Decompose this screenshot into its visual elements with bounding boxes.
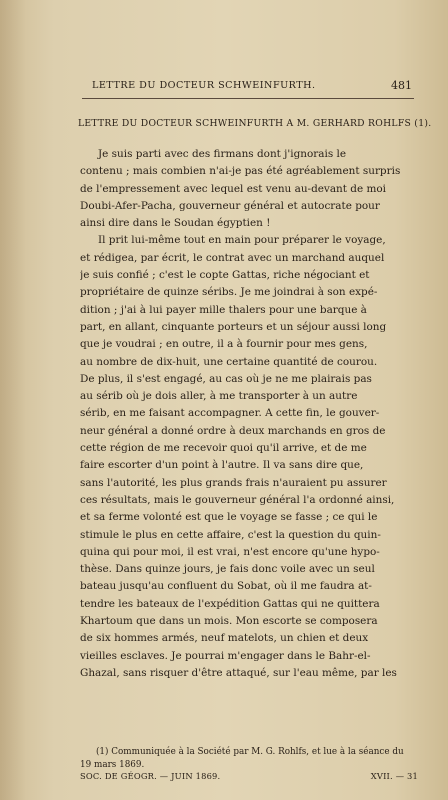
body-line: bateau jusqu'au confluent du Sobat, où il me faudra at- bbox=[80, 580, 372, 593]
page-number: 481 bbox=[391, 79, 412, 92]
page-spine-shadow bbox=[0, 0, 26, 800]
body-line: De plus, il s'est engagé, au cas où je ne me plairais pas bbox=[80, 372, 372, 385]
body-line: Khartoum que dans un mois. Mon escorte se composera bbox=[80, 615, 378, 628]
body-line: et rédigea, par écrit, le contrat avec un marchand auquel bbox=[80, 251, 385, 264]
sheet-signature: XVII. — 31 bbox=[370, 771, 418, 781]
body-line: je suis confié ; c'est le copte Gattas, riche négociant et bbox=[80, 269, 370, 282]
footnote bbox=[80, 746, 422, 772]
body-line: Ghazal, sans risquer d'être attaqué, sur l'eau même, par les bbox=[80, 666, 397, 679]
body-line: dition ; j'ai à lui payer mille thalers pour une barque à bbox=[80, 303, 367, 316]
letter-title: LETTRE DU DOCTEUR SCHWEINFURTH A M. GERHARD ROHLFS (1). bbox=[78, 118, 432, 129]
body-line: ces résultats, mais le gouverneur général l'a ordonné ainsi, bbox=[80, 493, 395, 506]
body-line: sans l'autorité, les plus grands frais n'auraient pu assurer bbox=[80, 476, 387, 489]
page-footer bbox=[80, 771, 418, 783]
footnote-line: (1) Communiquée à la Société par M. G. Rohlfs, et lue à la séance du bbox=[96, 747, 404, 757]
body-line: au sérib où je dois aller, à me transporter à un autre bbox=[80, 390, 358, 403]
body-line: et sa ferme volonté est que le voyage se fasse ; ce qui le bbox=[80, 511, 378, 524]
body-line: faire escorter d'un point à l'autre. Il va sans dire que, bbox=[80, 459, 364, 472]
header-rule bbox=[82, 98, 414, 99]
body-line: ainsi dire dans le Soudan égyptien ! bbox=[80, 217, 271, 230]
body-line: propriétaire de quinze séribs. Je me joindrai à son expé- bbox=[80, 286, 378, 299]
page-header bbox=[74, 80, 412, 94]
body-line: Doubi-Afer-Pacha, gouverneur général et autocrate pour bbox=[80, 199, 380, 212]
letter-body bbox=[80, 146, 420, 682]
body-line: Il prit lui-même tout en main pour préparer le voyage, bbox=[98, 234, 386, 247]
body-line: quina qui pour moi, il est vrai, n'est encore qu'une hypo- bbox=[80, 545, 380, 558]
body-line: contenu ; mais combien n'ai-je pas été agréablement surpris bbox=[80, 165, 401, 178]
body-line: part, en allant, cinquante porteurs et un séjour aussi long bbox=[80, 320, 387, 333]
body-line: vieilles esclaves. Je pourrai m'engager dans le Bahr-el- bbox=[80, 649, 371, 662]
body-line: que je voudrai ; en outre, il a à fournir pour mes gens, bbox=[80, 338, 368, 351]
running-head: LETTRE DU DOCTEUR SCHWEINFURTH. bbox=[92, 80, 316, 91]
body-line: de six hommes armés, neuf matelots, un chien et deux bbox=[80, 632, 369, 645]
body-line: stimule le plus en cette affaire, c'est la question du quin- bbox=[80, 528, 381, 541]
body-line: thèse. Dans quinze jours, je fais donc voile avec un seul bbox=[80, 563, 375, 576]
body-line: Je suis parti avec des firmans dont j'ignorais le bbox=[98, 148, 347, 160]
publication-signature: SOC. DE GÉOGR. — JUIN 1869. bbox=[80, 771, 221, 781]
body-line: au nombre de dix-huit, une certaine quantité de courou. bbox=[80, 355, 378, 368]
footnote-line: 19 mars 1869. bbox=[80, 760, 145, 770]
body-line: de l'empressement avec lequel est venu au-devant de moi bbox=[80, 182, 386, 195]
body-line: tendre les bateaux de l'expédition Gattas qui ne quittera bbox=[80, 597, 380, 610]
body-line: cette région de me recevoir quoi qu'il arrive, et de me bbox=[80, 442, 367, 455]
body-line: neur général a donné ordre à deux marchands en gros de bbox=[80, 424, 386, 437]
body-line: sérib, en me faisant accompagner. A cette fin, le gouver- bbox=[80, 407, 380, 420]
